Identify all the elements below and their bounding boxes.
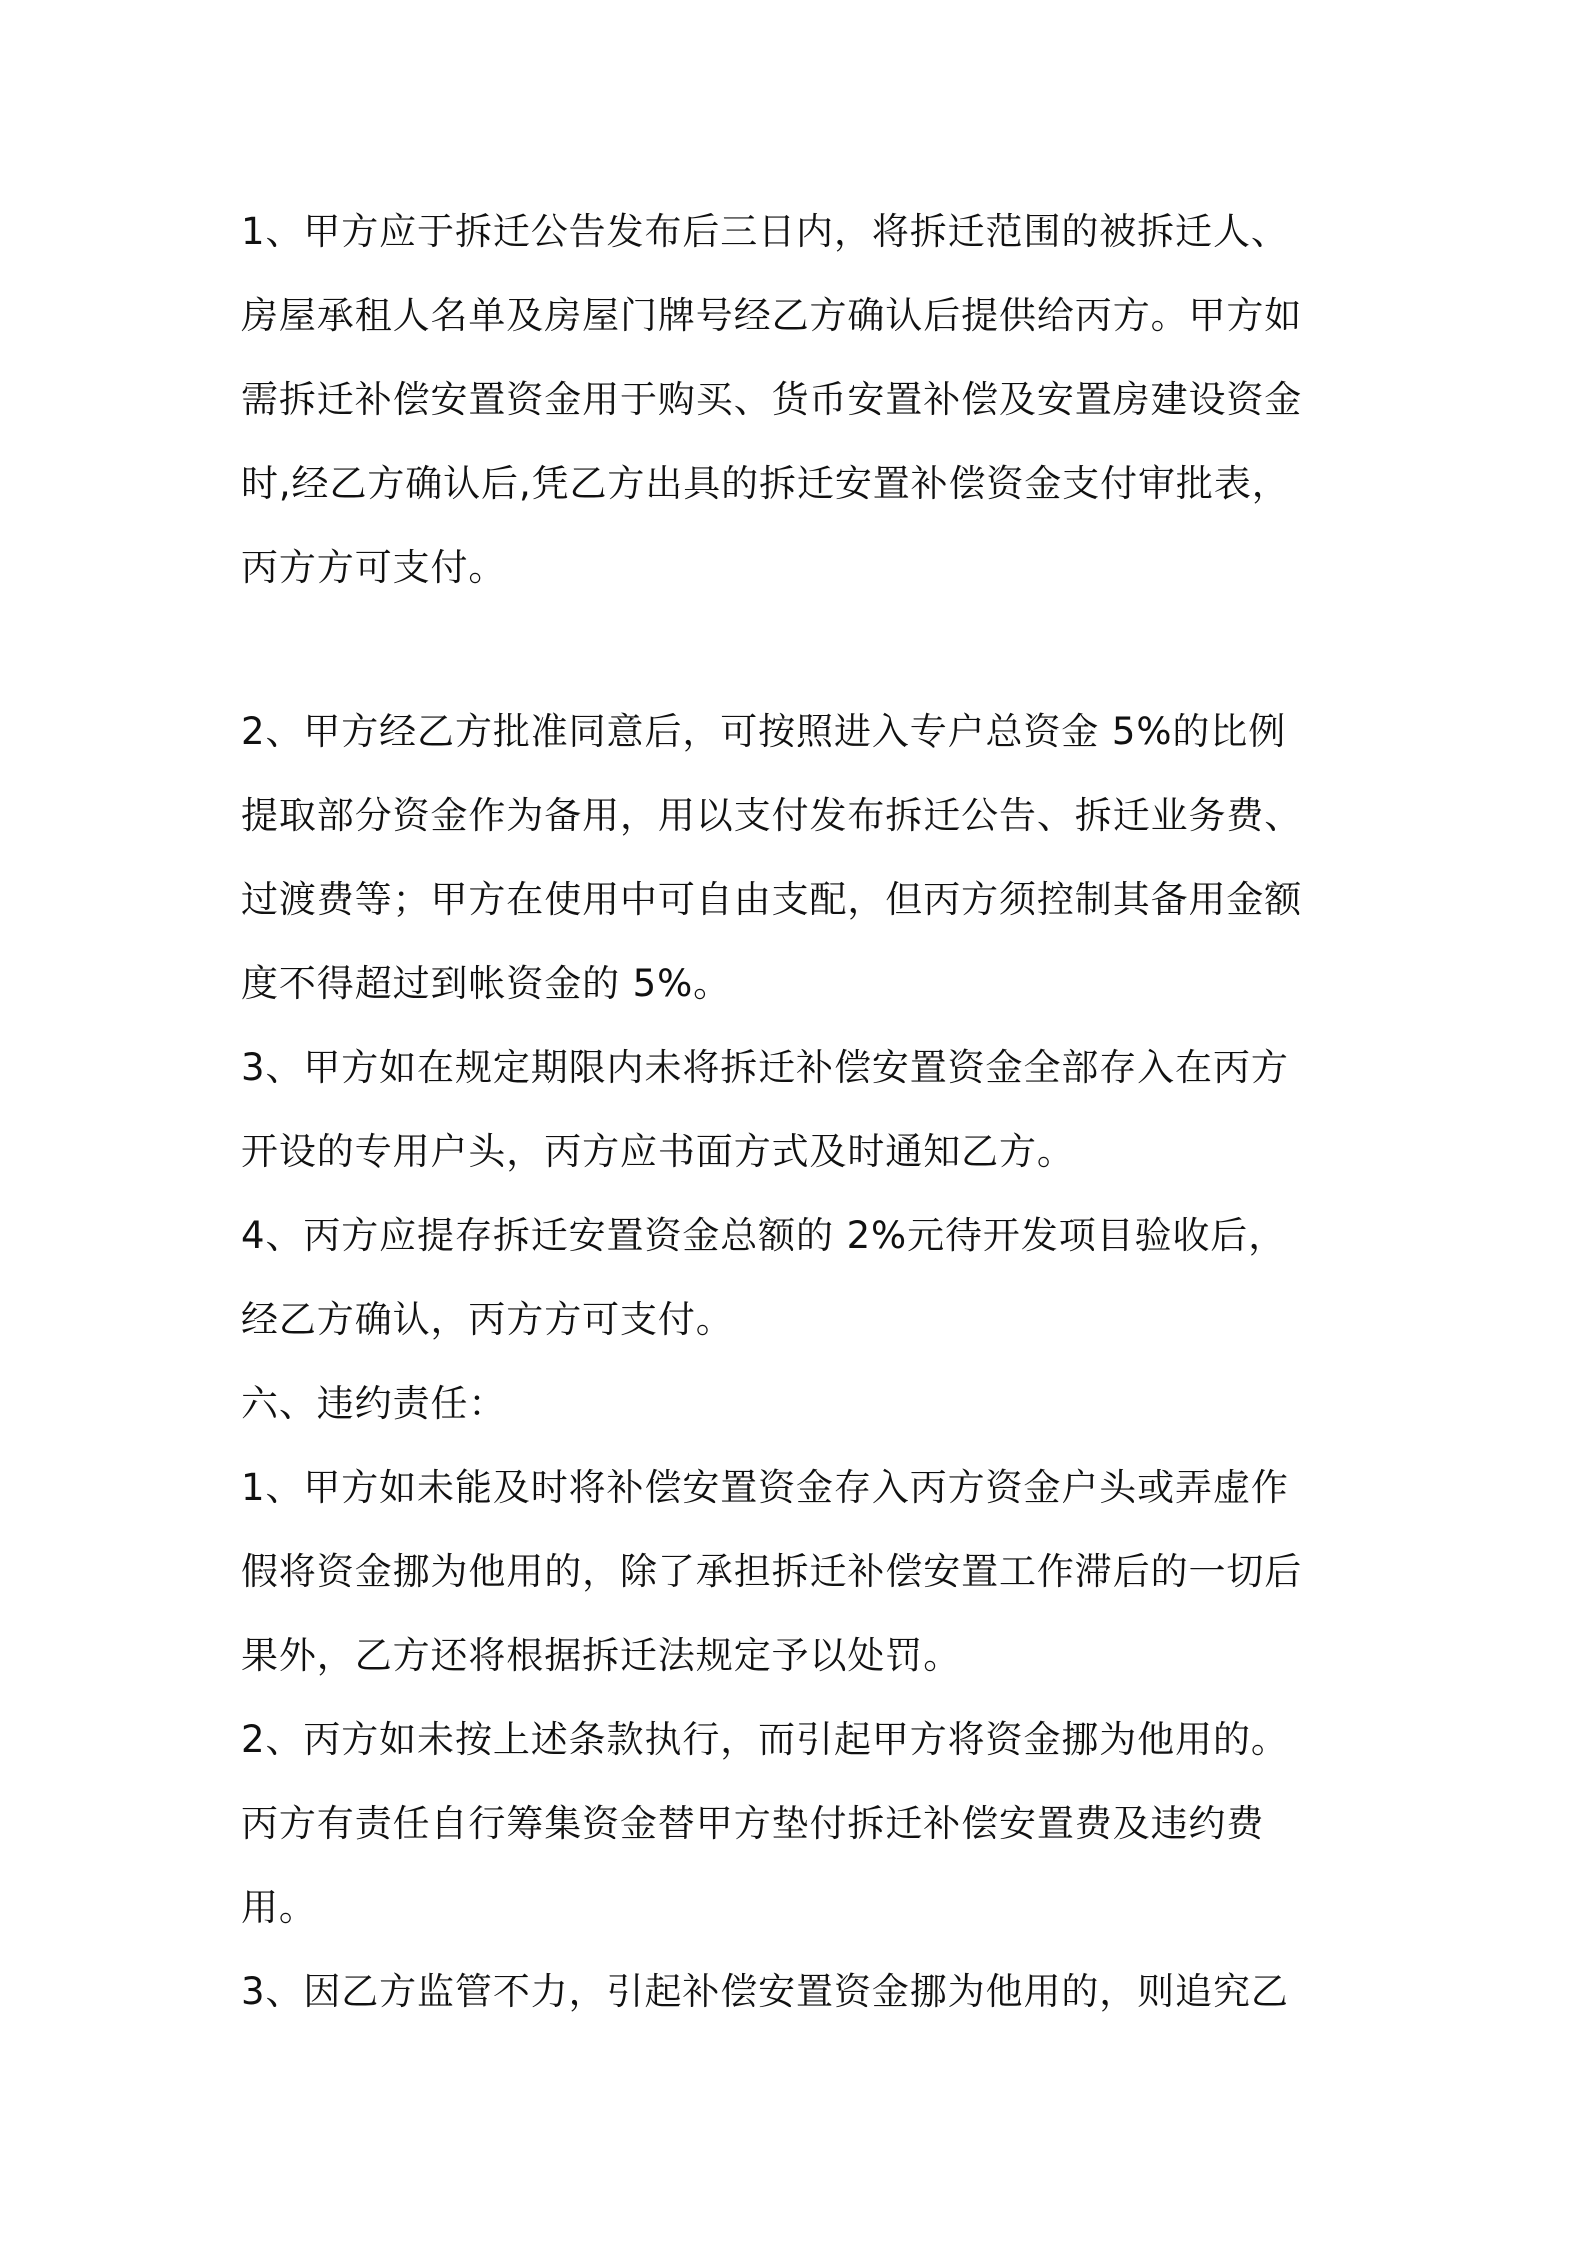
text-line: 提取部分资金作为备用，用以支付发布拆迁公告、拆迁业务费、: [241, 794, 1303, 837]
text-line: 3、因乙方监管不力，引起补偿安置资金挪为他用的，则追究乙: [241, 1970, 1289, 2013]
section-heading: 六、违约责任：: [241, 1382, 507, 1425]
text-line: 需拆迁补偿安置资金用于购买、货币安置补偿及安置房建设资金: [241, 378, 1303, 421]
text-line: 用。: [241, 1886, 317, 1929]
text-line: 果外，乙方还将根据拆迁法规定予以处罚。: [241, 1634, 962, 1677]
text-line: 2、甲方经乙方批准同意后，可按照进入专户总资金 5%的比例: [241, 710, 1287, 753]
text-line: 丙方有责任自行筹集资金替甲方垫付拆迁补偿安置费及违约费: [241, 1802, 1265, 1845]
text-line: 丙方方可支付。: [241, 546, 507, 589]
text-line: 2、丙方如未按上述条款执行，而引起甲方将资金挪为他用的。: [241, 1718, 1289, 1761]
text-line: 过渡费等；甲方在使用中可自由支配，但丙方须控制其备用金额: [241, 878, 1303, 921]
text-line: 假将资金挪为他用的，除了承担拆迁补偿安置工作滞后的一切后: [241, 1550, 1303, 1593]
text-line: 4、丙方应提存拆迁安置资金总额的 2%元待开发项目验收后，: [241, 1214, 1287, 1257]
text-line: 1、甲方应于拆迁公告发布后三日内，将拆迁范围的被拆迁人、: [241, 210, 1289, 253]
text-line: 3、甲方如在规定期限内未将拆迁补偿安置资金全部存入在丙方: [241, 1046, 1289, 1089]
text-line: 度不得超过到帐资金的 5%。: [241, 962, 732, 1005]
text-line: 1、甲方如未能及时将补偿安置资金存入丙方资金户头或弄虚作: [241, 1466, 1289, 1509]
text-line: 经乙方确认，丙方方可支付。: [241, 1298, 734, 1341]
text-line: 时,经乙方确认后,凭乙方出具的拆迁安置补偿资金支付审批表，: [241, 462, 1290, 505]
text-line: 开设的专用户头，丙方应书面方式及时通知乙方。: [241, 1130, 1075, 1173]
text-line: 房屋承租人名单及房屋门牌号经乙方确认后提供给丙方。甲方如: [241, 294, 1303, 337]
